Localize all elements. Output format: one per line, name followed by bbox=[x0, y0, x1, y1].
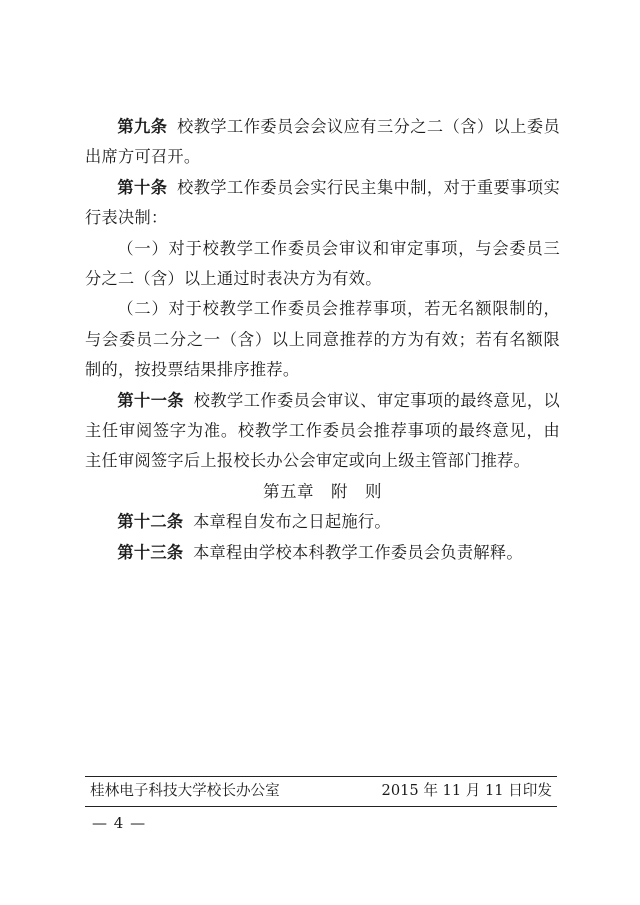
article-10-item-2: （二）对于校教学工作委员会推荐事项，若无名额限制的，与会委员二分之一（含）以上同意推荐的方为有效；若有名额限制的，按投票结果排序推荐。 bbox=[85, 299, 560, 380]
article-13 bbox=[85, 538, 560, 568]
article-13-text: 本章程由学校本科教学工作委员会负责解释。 bbox=[193, 542, 523, 562]
article-10 bbox=[85, 173, 560, 234]
article-12-text: 本章程自发布之日起施行。 bbox=[193, 512, 391, 532]
article-9-label: 第九条 bbox=[117, 117, 168, 136]
footer-top-rule bbox=[85, 776, 557, 777]
article-13-label: 第十三条 bbox=[117, 542, 184, 562]
article-9 bbox=[85, 112, 560, 173]
article-12-label: 第十二条 bbox=[117, 512, 184, 532]
footer-bottom-rule bbox=[85, 806, 557, 807]
article-12 bbox=[85, 507, 560, 537]
document-body bbox=[85, 112, 560, 568]
article-11-text: 校教学工作委员会审议、审定事项的最终意见，以主任审阅签字为准。校教学工作委员会推荐事项的最终意见，由主任审阅签字后上报校长办公会审定或向上级主管部门推荐。 bbox=[85, 390, 560, 471]
issuance-footer bbox=[90, 780, 552, 802]
article-9-text: 校教学工作委员会会议应有三分之二（含）以上委员出席方可召开。 bbox=[85, 117, 560, 167]
issue-date: 2015 年 11 月 11 日印发 bbox=[381, 782, 552, 799]
article-11 bbox=[85, 386, 560, 477]
article-11-label: 第十一条 bbox=[117, 390, 185, 410]
article-10-item-1: （一）对于校教学工作委员会审议和审定事项，与会委员三分之二（含）以上通过时表决方为有效。 bbox=[85, 238, 560, 289]
issuer-name: 桂林电子科技大学校长办公室 bbox=[90, 782, 280, 799]
page-number: — 4 — bbox=[92, 814, 147, 832]
chapter-title: 第五章 附 则 bbox=[263, 481, 382, 501]
article-10-text: 校教学工作委员会实行民主集中制，对于重要事项实行表决制： bbox=[85, 177, 560, 228]
article-10-label: 第十条 bbox=[117, 177, 168, 197]
